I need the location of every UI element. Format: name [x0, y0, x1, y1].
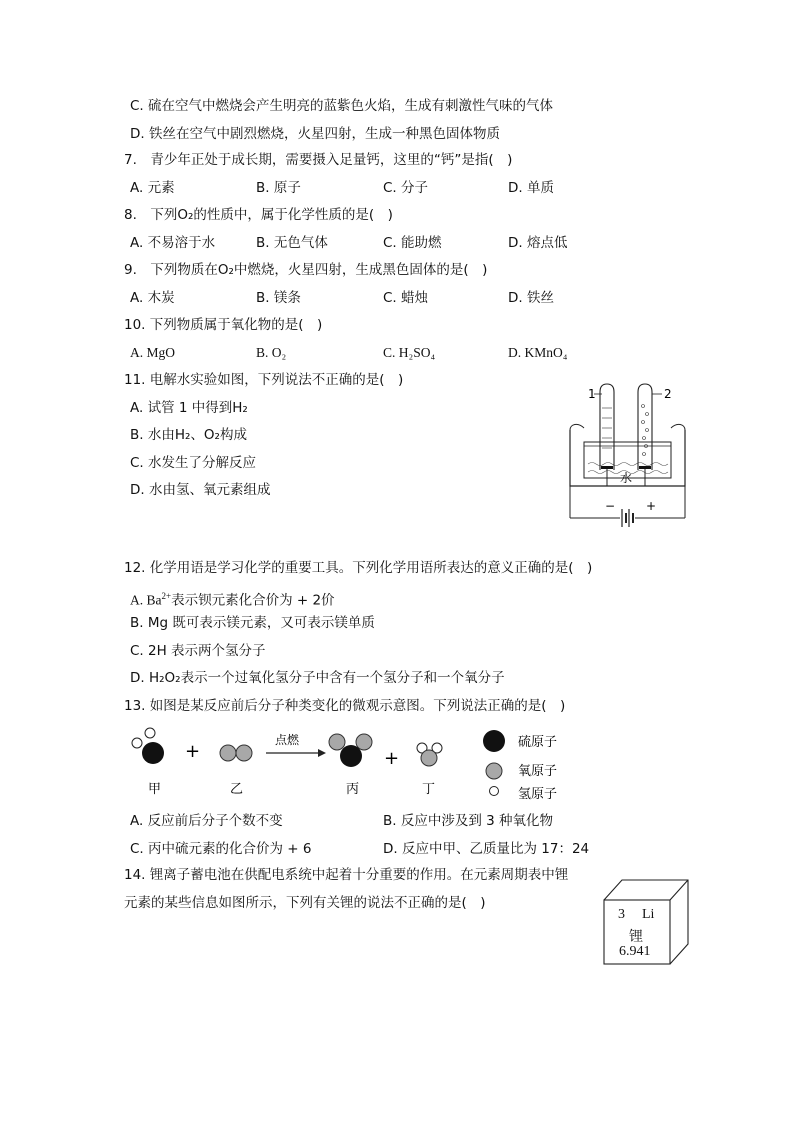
q11-stem: 11. 电解水实验如图，下列说法不正确的是( ) [124, 372, 404, 388]
tube-1-label: 1 [588, 387, 596, 401]
q12-option-a-charge: 2+ [161, 591, 172, 601]
plus-sign-2: + [384, 748, 400, 769]
q8-option-c: C. 能助燃 [383, 235, 442, 251]
negative-terminal-label: − [605, 499, 616, 513]
q14-stem-line1: 14. 锂离子蓄电池在供配电系统中起着十分重要的作用。在元素周期表中锂 [124, 867, 569, 883]
q10-stem: 10. 下列物质属于氧化物的是( ) [124, 317, 323, 333]
q10-option-d: D. KMnO₄ [508, 345, 568, 360]
sulfur-atom [142, 742, 164, 764]
legend-oxygen-icon [486, 763, 502, 779]
q10-option-a: A. MgO [130, 345, 176, 360]
q12-option-a-prefix: A. Ba [130, 592, 162, 608]
q13-stem: 13. 如图是某反应前后分子种类变化的微观示意图。下列说法正确的是( ) [124, 698, 566, 714]
q7-option-a: A. 元素 [130, 180, 175, 196]
q10-option-b: B. O₂ [256, 345, 287, 360]
lithium-element-cell [596, 878, 696, 968]
element-symbol: Li [642, 907, 655, 922]
q7-option-d: D. 单质 [508, 180, 554, 196]
legend-oxygen: 氧原子 [518, 764, 558, 779]
q8-stem: 8. 下列O₂的性质中，属于化学性质的是( ) [124, 207, 393, 223]
atomic-mass: 6.941 [619, 944, 651, 959]
q9-option-b: B. 镁条 [256, 290, 301, 306]
q11-option-a: A. 试管 1 中得到H₂ [130, 400, 248, 416]
legend-hydrogen: 氢原子 [518, 787, 558, 802]
q12-option-a [130, 587, 335, 610]
q13-option-d: D. 反应中甲、乙质量比为 17：24 [383, 841, 590, 857]
arrow-label: 点燃 [275, 733, 300, 747]
q8-option-d: D. 熔点低 [508, 235, 568, 251]
q12-option-a-text: 表示钡元素化合价为 + 2价 [171, 592, 335, 609]
q9-stem: 9. 下列物质在O₂中燃烧，火星四射，生成黑色固体的是( ) [124, 262, 488, 278]
q12-option-d: D. H₂O₂表示一个过氧化氢分子中含有一个氢分子和一个氧分子 [130, 670, 505, 686]
q9-option-a: A. 木炭 [130, 290, 175, 306]
legend-hydrogen-icon [490, 787, 499, 796]
q7-option-c: C. 分子 [383, 180, 429, 196]
positive-terminal-label: + [646, 499, 657, 513]
q7-option-b: B. 原子 [256, 180, 301, 196]
plus-sign-1: + [185, 741, 201, 762]
element-name: 锂 [629, 929, 643, 945]
q9-option-d: D. 铁丝 [508, 290, 554, 306]
q11-option-d: D. 水由氢、氧元素组成 [130, 482, 271, 498]
q6-option-d: D. 铁丝在空气中剧烈燃烧，火星四射，生成一种黑色固体物质 [130, 126, 500, 142]
q8-option-a: A. 不易溶于水 [130, 235, 216, 251]
q7-stem: 7. 青少年正处于成长期，需要摄入足量钙，这里的“钙”是指( ) [124, 152, 513, 168]
q12-option-b: B. Mg 既可表示镁元素，又可表示镁单质 [130, 615, 375, 631]
q8-option-b: B. 无色气体 [256, 235, 328, 251]
yi-label: 乙 [230, 782, 244, 797]
q14-stem-line2: 元素的某些信息如图所示，下列有关锂的说法不正确的是( ) [124, 895, 486, 911]
q12-option-c: C. 2H 表示两个氢分子 [130, 643, 266, 659]
ding-label: 丁 [422, 782, 436, 797]
q11-option-c: C. 水发生了分解反应 [130, 455, 257, 471]
q13-option-b: B. 反应中涉及到 3 种氧化物 [383, 813, 554, 829]
legend-sulfur-icon [483, 730, 505, 752]
q13-option-a: A. 反应前后分子个数不变 [130, 813, 283, 829]
q9-option-c: C. 蜡烛 [383, 290, 429, 306]
atomic-number: 3 [618, 907, 625, 922]
legend-sulfur: 硫原子 [518, 735, 558, 750]
tube-2-label: 2 [664, 387, 672, 401]
reaction-micro-diagram [120, 722, 580, 808]
electrolysis-apparatus-figure [560, 378, 695, 533]
jia-label: 甲 [148, 782, 162, 797]
bing-label: 丙 [346, 782, 360, 797]
q12-stem: 12. 化学用语是学习化学的重要工具。下列化学用语所表达的意义正确的是( ) [124, 560, 593, 576]
q13-option-c: C. 丙中硫元素的化合价为 + 6 [130, 841, 312, 857]
q11-option-b: B. 水由H₂、O₂构成 [130, 427, 247, 443]
water-label: 水 [620, 471, 633, 485]
q6-option-c: C. 硫在空气中燃烧会产生明亮的蓝紫色火焰，生成有刺激性气味的气体 [130, 98, 554, 114]
q10-option-c: C. H₂SO₄ [383, 345, 436, 360]
